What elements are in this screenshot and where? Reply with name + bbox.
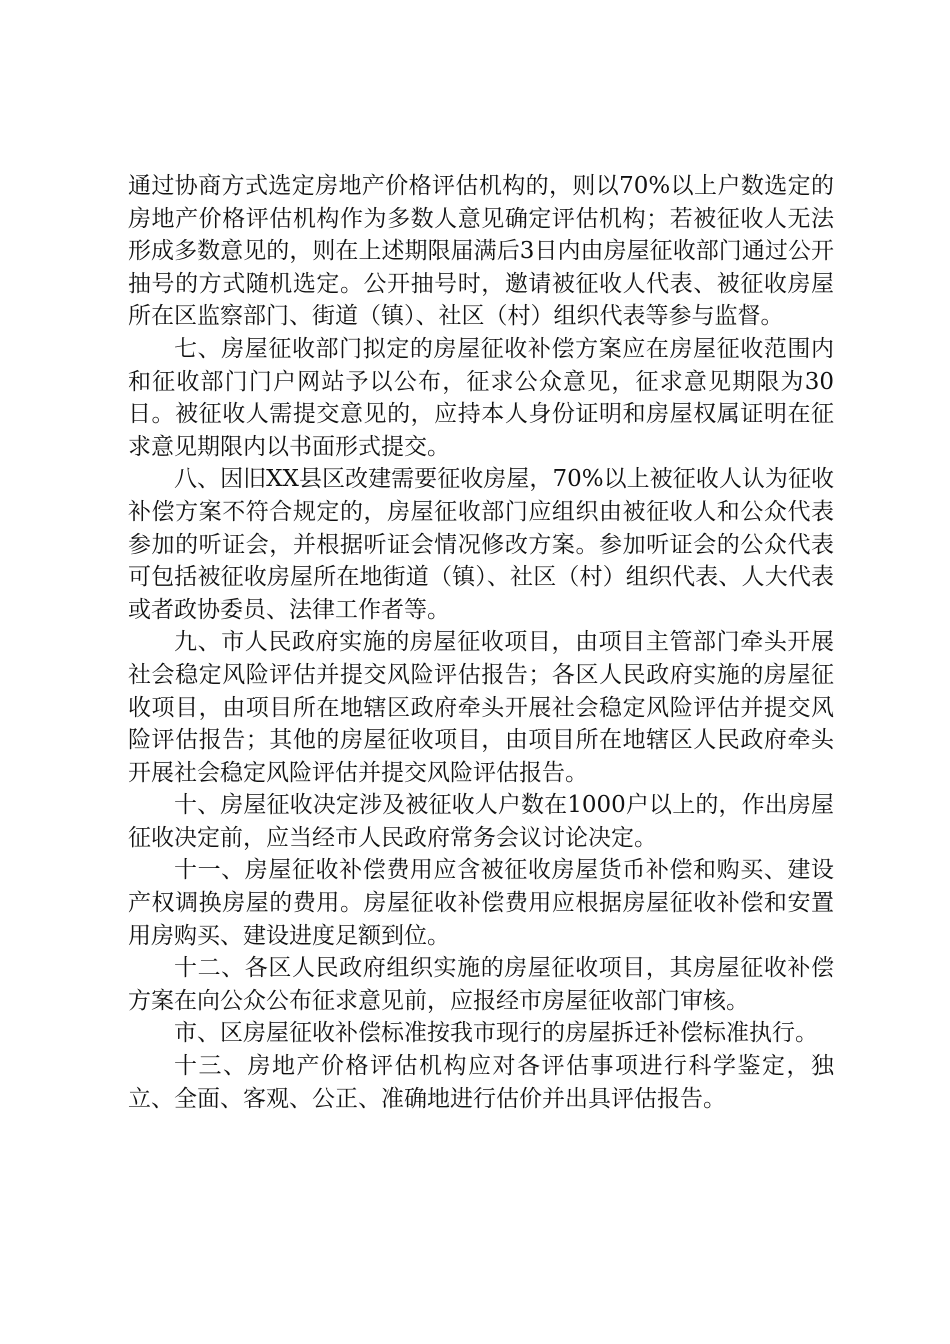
- paragraph-item-11: 十一、房屋征收补偿费用应含被征收房屋货币补偿和购买、建设产权调换房屋的费用。房屋征收补偿费用应根据房屋征收补偿和安置用房购买、建设进度足额到位。: [128, 857, 834, 949]
- paragraph-item-9: 九、市人民政府实施的房屋征收项目，由项目主管部门牵头开展社会稳定风险评估并提交风险评估报告；各区人民政府实施的房屋征收项目，由项目所在地辖区政府牵头开展社会稳定风险评估并提交风险评估报告；其他的房屋征收项目，由项目所在地辖区人民政府牵头开展社会稳定风险评估并提交风险评估报告。: [128, 629, 834, 786]
- paragraph-item-13: 十三、房地产价格评估机构应对各评估事项进行科学鉴定，独立、全面、客观、公正、准确地进行估价并出具评估报告。: [128, 1053, 834, 1112]
- paragraph-continuation: 通过协商方式选定房地产价格评估机构的，则以70%以上户数选定的房地产价格评估机构作为多数人意见确定评估机构；若被征收人无法形成多数意见的，则在上述期限届满后3日内由房屋征收部门通过公开抽号的方式随机选定。公开抽号时，邀请被征收人代表、被征收房屋所在区监察部门、街道（镇）、社区（村）组织代表等参与监督。: [128, 173, 834, 330]
- paragraph-standard-note: 市、区房屋征收补偿标准按我市现行的房屋拆迁补偿标准执行。: [174, 1020, 818, 1047]
- document-body: [128, 170, 834, 1115]
- paragraph-item-8: 八、因旧XX县区改建需要征收房屋，70%以上被征收人认为征收补偿方案不符合规定的，房屋征收部门应组织由被征收人和公众代表参加的听证会，并根据听证会情况修改方案。参加听证会的公众代表可包括被征收房屋所在地街道（镇）、社区（村）组织代表、人大代表或者政协委员、法律工作者等。: [128, 466, 834, 623]
- paragraph-item-7: 七、房屋征收部门拟定的房屋征收补偿方案应在房屋征收范围内和征收部门门户网站予以公布，征求公众意见，征求意见期限为30日。被征收人需提交意见的，应持本人身份证明和房屋权属证明在征求意见期限内以书面形式提交。: [128, 335, 834, 460]
- paragraph-item-10: 十、房屋征收决定涉及被征收人户数在1000户以上的，作出房屋征收决定前，应当经市人民政府常务会议讨论决定。: [128, 792, 834, 851]
- paragraph-item-12: 十二、各区人民政府组织实施的房屋征收项目，其房屋征收补偿方案在向公众公布征求意见前，应报经市房屋征收部门审核。: [128, 955, 834, 1014]
